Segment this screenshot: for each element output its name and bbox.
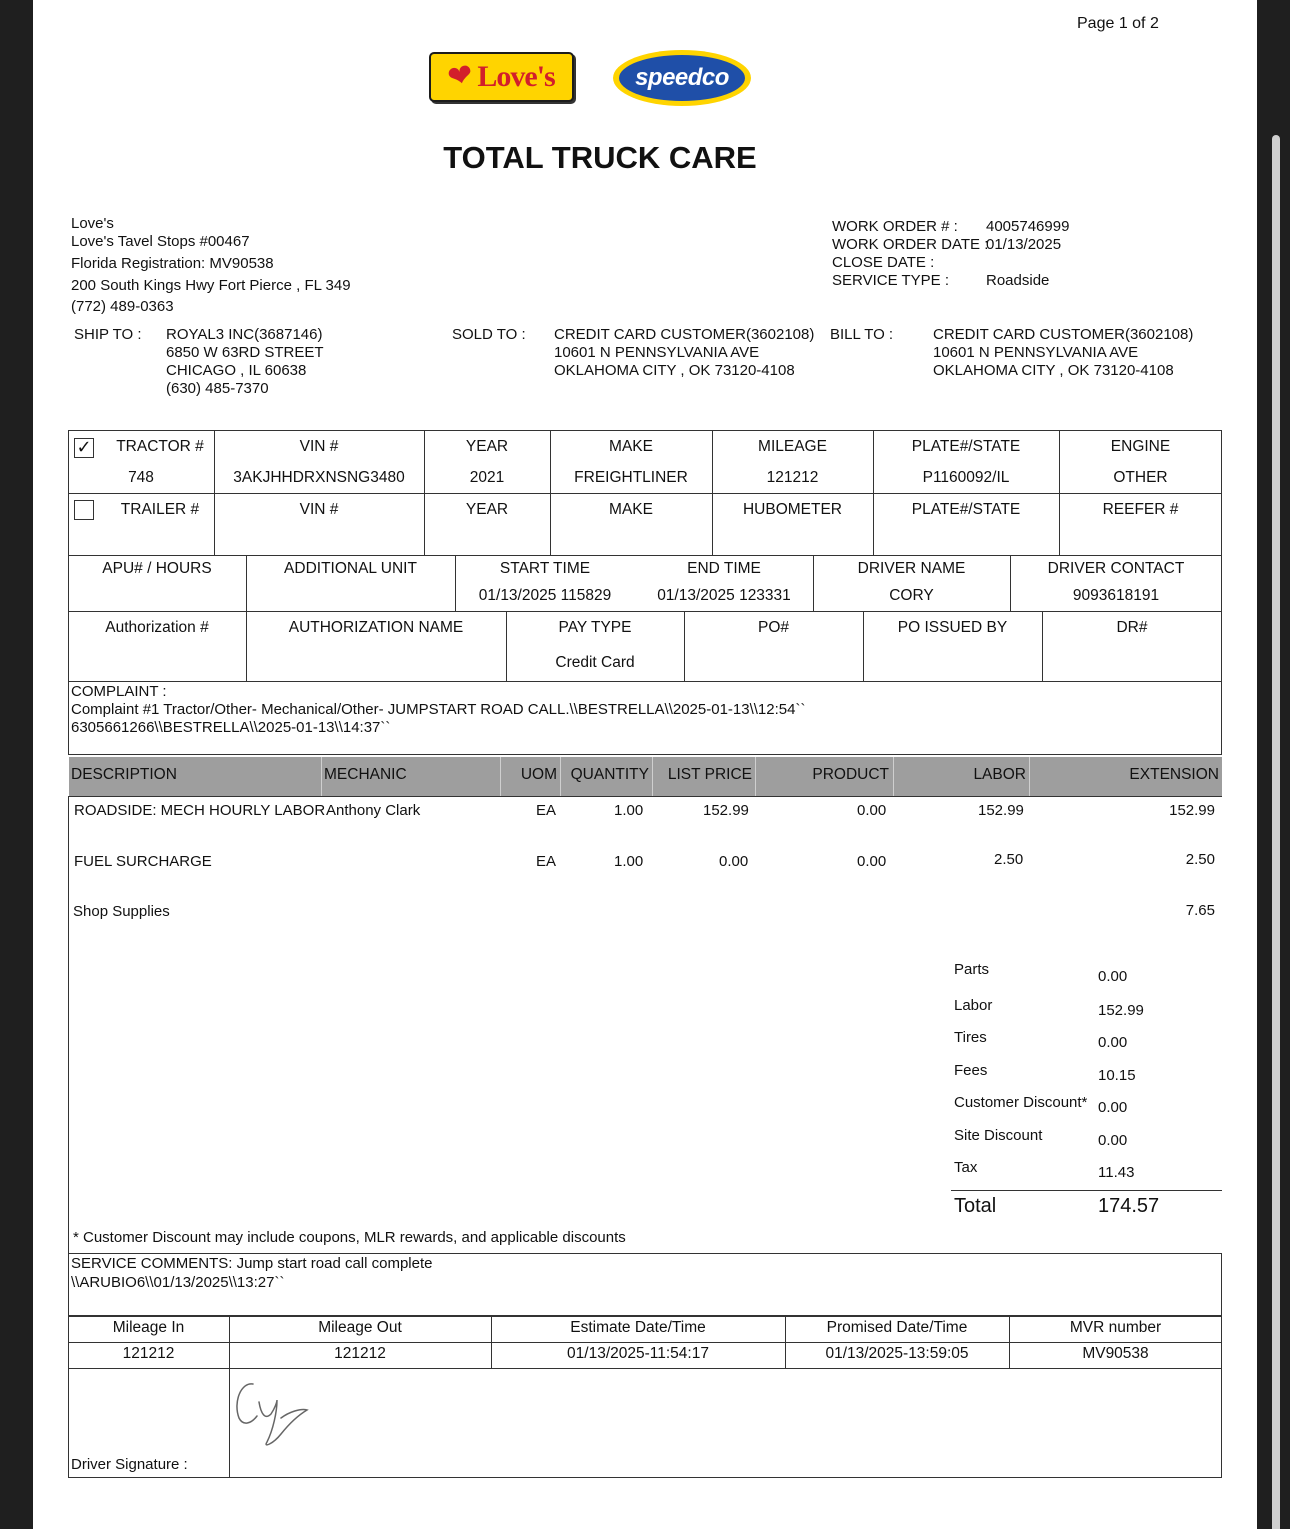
driver-name: CORY <box>889 587 934 604</box>
page-title: TOTAL TRUCK CARE <box>443 140 757 175</box>
discount-note: * Customer Discount may include coupons, MLR rewards, and applicable discounts <box>73 1229 626 1246</box>
speedco-logo: speedco <box>613 50 751 106</box>
trailer-checkbox[interactable] <box>74 500 94 520</box>
scrollbar-thumb[interactable] <box>1272 135 1280 1529</box>
total-label: Total <box>954 1195 997 1217</box>
loves-logo: ❤ Love's <box>429 52 574 102</box>
driver-signature <box>231 1372 321 1452</box>
heart-icon: ❤ <box>444 57 477 96</box>
start-time: 01/13/2025 115829 <box>478 587 612 604</box>
page-number: Page 1 of 2 <box>1077 15 1159 32</box>
pay-type: Credit Card <box>555 654 635 671</box>
total-value: 174.57 <box>1098 1195 1160 1217</box>
tractor-checkbox[interactable]: ✓ <box>74 438 94 458</box>
driver-contact: 9093618191 <box>1072 587 1160 604</box>
document-page: Page 1 of 2 ❤ Love's speedco TOTAL TRUCK CARE Love's Love's Tavel Stops #00467 Florida Registration: MV90538 200 South Kings Hwy Fort Pierce , FL 349 (772) 489-0363 WORK ORDER # : 4005746999 WORK ORDER DATE : 01/13/2025 CLOSE DATE : SERVICE TYPE : Roadside SHIP TO : ROYAL3 INC(3687146) 6850 W 63RD STREET CHICAGO , IL 60638 (630) 485-7370 SOLD TO : CREDIT CARD CUSTOMER(3602108) 10601 N PENNSYLVANIA AVE OKLAHOMA CITY , OK 73120-4108 BILL TO : CREDIT CARD CUSTOMER(3602108) 10601 N PENNSYLVANIA AVE OKLAHOMA CITY , OK 73120-4108 ✓ TRACTOR # VIN # YEAR MAKE MILEAGE PLATE#/STATE ENGINE 748 3AKJHHDRXNSNG3480 2021 FREIGHTLINER 121212 P1160092/IL OTHER TRAILER # VIN # YEAR MAKE HUBOMETER PLATE#/STATE REEFER # APU# / HOURS ADDITIONAL UNIT START TIME END TIME DRIVER NAME DRIVER CONTACT 01/13/2025 115829 01/13/2025 123331 CORY 9093618191 Authorization # AUTHORIZATION NAME PAY TYPE PO# PO ISSUED BY DR# Credit Card COMPLAINT : Complaint #1 Tractor/Other- Mechanical/Other- JUMPSTART ROAD CALL.\\BESTRELLA\\2025-01-13\\12:54`` 6305661266\\BESTRELLA\\2025-01-13\\14:37`` DESCRIPTION MECHANIC UOM QUANTITY LIST PRICE PRODUCT LABOR EXTENSION ROADSIDE: MECH HOURLY LABOR Anthony Clark EA 1.00 152.99 0.00 152.99 152.99 FUEL SURCHARGE EA 1.00 0.00 0.00 2.50 2.50 Shop Supplies 7.65 Parts 0.00 Labor 152.99 Tires 0.00 Fees 10.15 Customer Discount* 0.00 Site Discount 0.00 Tax 11.43 Total 174.57 * Customer Discount may include coupons, MLR rewards, and applicable discounts SERVICE COMMENTS: Jump start road call complete \\ARUBIO6\\01/13/2025\\13:27`` Mileage In Mileage Out Estimate Date/Time Promised Date/Time MVR number 121212 121212 01/13/2025-11:54:17 01/13/2025-13:59:05 MV90538 Driver Signature : <box>33 0 1257 1529</box>
tractor-number: 748 <box>128 469 154 486</box>
end-time: 01/13/2025 123331 <box>657 587 791 604</box>
work-order-number: 4005746999 <box>986 218 1070 235</box>
vin-value: 3AKJHHDRXNSNG3480 <box>233 469 405 486</box>
